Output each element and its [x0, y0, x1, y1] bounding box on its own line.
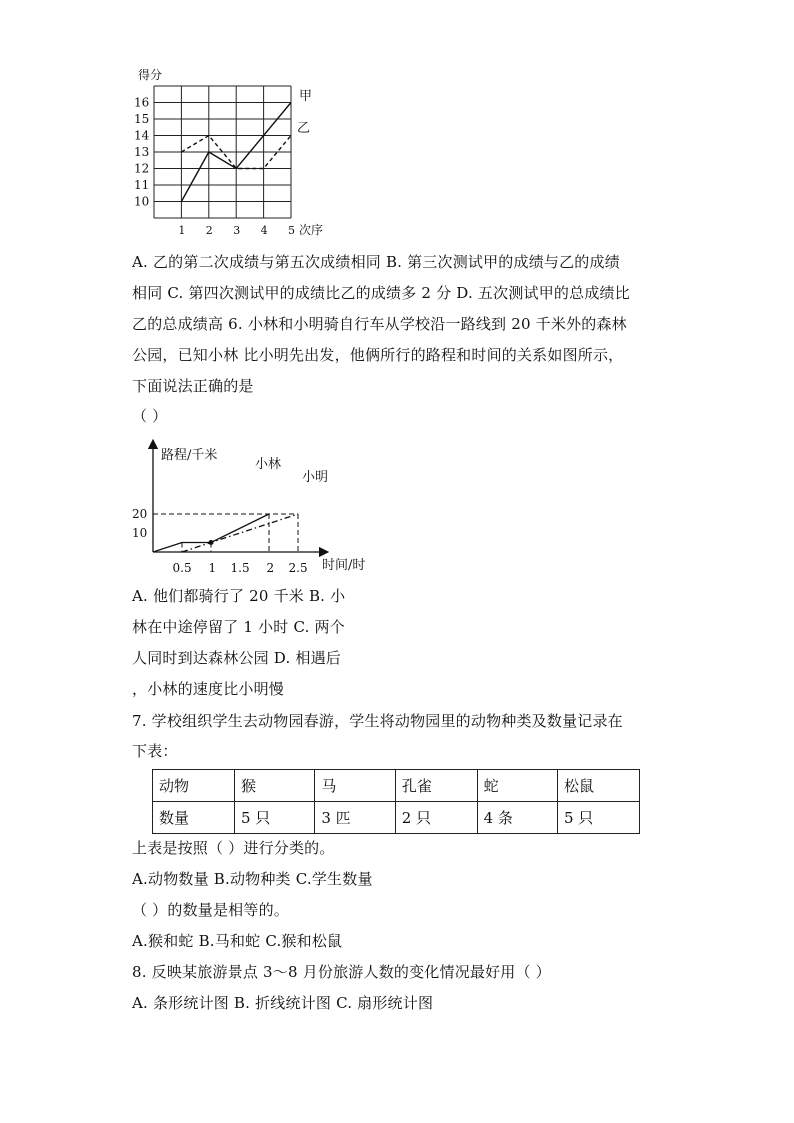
q6-options-line-1: A. 他们都骑行了 20 千米 B. 小 [132, 587, 346, 605]
table-cell: 孔雀 [395, 770, 477, 802]
y-tick-label: 10 [134, 194, 150, 209]
y-tick-label: 13 [134, 145, 150, 159]
q7-blank-2: （ ）的数量是相等的。 [132, 901, 289, 919]
y-tick-label: 16 [134, 95, 150, 110]
table-cell: 数量 [153, 802, 235, 834]
y-axis-label: 路程/千米 [161, 448, 218, 463]
x-axis-label: 时间/时 [322, 558, 366, 573]
x-tick-label: 2.5 [288, 561, 308, 575]
q5-options-line-1: A. 乙的第二次成绩与第五次成绩相同 B. 第三次测试甲的成绩与乙的成绩 [132, 253, 620, 271]
table-cell: 3 匹 [315, 802, 395, 834]
q8-stem: 8. 反映某旅游景点 3～8 月份旅游人数的变化情况最好用（ ） [132, 963, 551, 981]
y-tick-label: 11 [134, 178, 150, 192]
table-cell: 动物 [153, 770, 235, 802]
table-cell: 马 [315, 770, 395, 802]
distance-time-chart [128, 438, 388, 578]
label-xiaolin: 小林 [255, 457, 282, 472]
table-cell: 5 只 [234, 802, 314, 834]
table-cell: 4 条 [477, 802, 557, 834]
table-row [153, 770, 640, 802]
table-row [153, 802, 640, 834]
y-tick-label: 15 [134, 112, 150, 126]
x-tick-label: 1.5 [230, 561, 250, 575]
legend-yi: 乙 [297, 121, 311, 136]
legend-jia: 甲 [299, 89, 313, 104]
x-tick-label: 3 [233, 224, 241, 237]
q7-after-table: 上表是按照（ ）进行分类的。 [132, 839, 335, 857]
table-cell: 松鼠 [558, 770, 640, 802]
x-tick-label: 2 [205, 224, 213, 237]
q7-stem-line-1: 7. 学校组织学生去动物园春游，学生将动物园里的动物种类及数量记录在 [132, 712, 623, 730]
q8-options: A. 条形统计图 B. 折线统计图 C. 扇形统计图 [132, 994, 434, 1012]
q7-options-2: A.猴和蛇 B.马和蛇 C.猴和松鼠 [132, 932, 343, 950]
x-tick-label: 1 [208, 561, 217, 575]
q6-options-line-4: ，小林的速度比小明慢 [132, 680, 285, 698]
y-tick-label: 10 [132, 526, 148, 540]
q7-options-1: A.动物数量 B.动物种类 C.学生数量 [132, 870, 373, 888]
q7-stem-line-2: 下表： [132, 742, 178, 760]
x-tick-label: 1 [178, 224, 186, 237]
x-axis-label: 次序 [299, 223, 324, 237]
y-tick-label: 14 [134, 128, 150, 143]
q6-stem-line-1: 公园，已知小林 比小明先出发，他俩所行的路程和时间的关系如图所示， [132, 346, 624, 364]
series-line-xiaoming [182, 514, 298, 552]
table-cell: 蛇 [477, 770, 557, 802]
q5-options-line-3: 乙的总成绩高 6. 小林和小明骑自行车从学校沿一路线到 20 千米外的森林 [132, 315, 627, 333]
table-cell: 2 只 [395, 802, 477, 834]
q6-stem-line-2: 下面说法正确的是 [132, 377, 254, 395]
table-cell: 5 只 [558, 802, 640, 834]
q6-options-line-3: 人同时到达森林公园 D. 相遇后 [132, 649, 341, 667]
score-line-chart [128, 66, 328, 241]
x-tick-label: 2 [266, 561, 275, 575]
animal-count-table [152, 769, 640, 834]
q5-options-line-2: 相同 C. 第四次测试甲的成绩比乙的成绩多 2 分 D. 五次测试甲的总成绩比 [132, 284, 630, 302]
y-tick-label: 20 [132, 507, 148, 521]
y-axis-label: 得分 [138, 68, 163, 82]
y-tick-label: 12 [134, 161, 150, 176]
table-cell: 猴 [234, 770, 314, 802]
x-tick-label: 0.5 [172, 561, 192, 575]
x-tick-label: 5 [288, 224, 295, 237]
x-tick-label: 4 [260, 224, 268, 237]
q6-answer-blank: （ ） [132, 407, 168, 425]
label-xiaoming: 小明 [302, 470, 329, 485]
meeting-point [209, 540, 214, 545]
q6-options-line-2: 林在中途停留了 1 小时 C. 两个 [132, 618, 345, 636]
